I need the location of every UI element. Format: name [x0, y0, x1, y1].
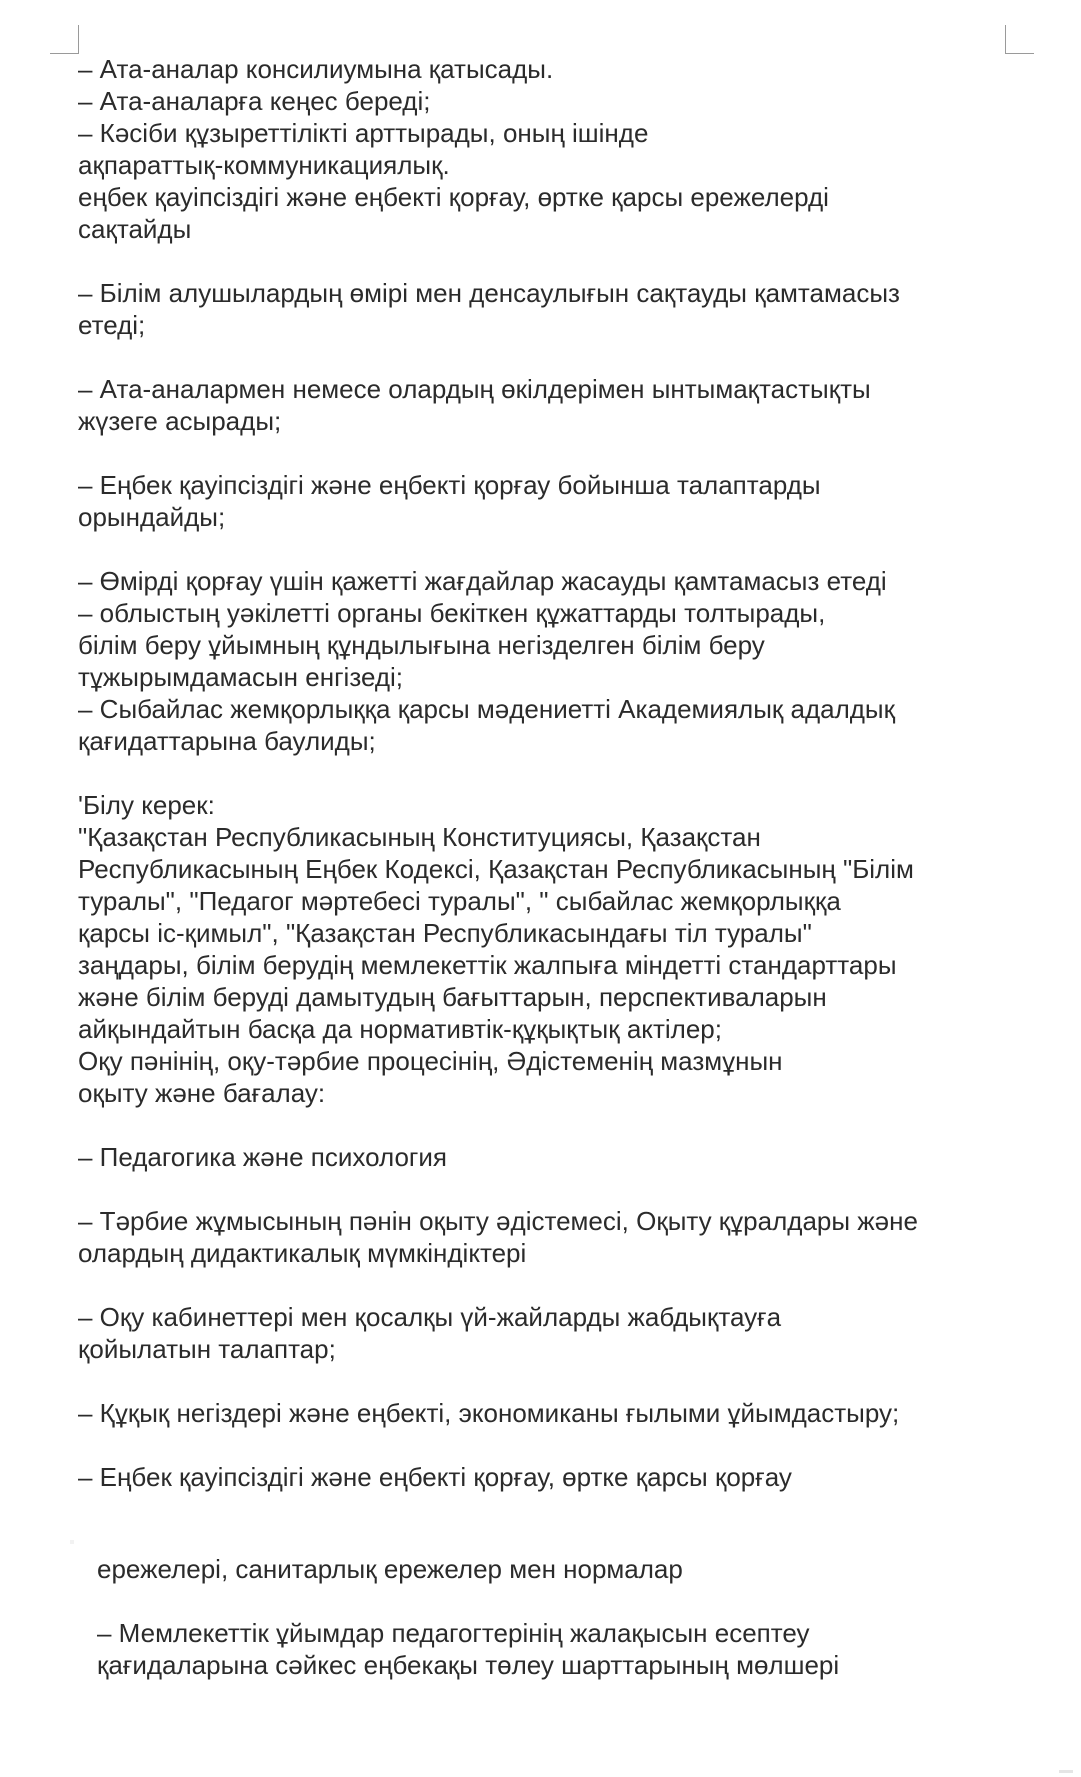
paragraph — [78, 1205, 1028, 1269]
blank-line — [78, 533, 1028, 565]
paragraph — [78, 1397, 1028, 1429]
paragraph — [78, 821, 1028, 1045]
text-line: еңбек қауіпсіздігі және еңбекті қорғау, өртке қарсы ережелерді — [78, 182, 829, 212]
text-line: – Ата-аналармен немесе олардың өкілдерімен ынтымақтастықты — [78, 374, 871, 404]
text-line: – Еңбек қауіпсіздігі және еңбекті қорғау бойынша талаптарды — [78, 470, 821, 500]
text-line: қарсы іс-қимыл", "Қазақстан Республикасындағы тіл туралы" — [78, 918, 812, 948]
blank-line — [78, 437, 1028, 469]
text-line: және білім беруді дамытудың бағыттарын, перспективаларын — [78, 982, 827, 1012]
paragraph — [78, 1045, 1028, 1109]
blank-line — [78, 1365, 1028, 1397]
paragraph — [78, 85, 1028, 117]
paragraph — [78, 181, 1028, 245]
text-line: ережелері, санитарлық ережелер мен нормалар — [97, 1554, 683, 1584]
blank-line — [78, 1429, 1028, 1461]
text-line: – Оқу кабинеттері мен қосалқы үй-жайларды жабдықтауға — [78, 1302, 782, 1332]
page-corner-mark-top-left — [50, 25, 79, 54]
paragraph — [78, 117, 1028, 181]
text-line: олардың дидактикалық мүмкіндіктері — [78, 1238, 527, 1268]
blank-line — [78, 341, 1028, 373]
paragraph — [78, 1461, 1028, 1493]
text-line: – Кәсіби құзыреттілікті арттырады, оның ішінде — [78, 118, 649, 148]
document-page-2-text — [97, 1553, 1027, 1681]
blank-line — [78, 757, 1028, 789]
paragraph — [78, 373, 1028, 437]
text-line: сақтайды — [78, 214, 192, 244]
text-line: қағидаттарына баулиды; — [78, 726, 376, 756]
paragraph — [97, 1553, 1027, 1585]
document-page-1-text — [78, 53, 1028, 1493]
text-line: заңдары, білім берудің мемлекеттік жалпыға міндетті стандарттары — [78, 950, 897, 980]
page-break — [70, 1540, 74, 1544]
page-corner-mark-top-right — [1005, 25, 1034, 54]
paragraph — [78, 565, 1028, 597]
blank-line — [78, 1173, 1028, 1205]
text-line: білім беру ұйымның құндылығына негізделген білім беру — [78, 630, 765, 660]
text-line: – Тәрбие жұмысының пәнін оқыту әдістемесі, Оқыту құралдары және — [78, 1206, 918, 1236]
page-edge-mark — [1059, 1770, 1073, 1773]
text-line: – Мемлекеттік ұйымдар педагогтерінің жалақысын есептеу — [97, 1618, 810, 1648]
text-line: айқындайтын басқа да нормативтік-құқықтық актілер; — [78, 1014, 722, 1044]
blank-line — [78, 1109, 1028, 1141]
text-line: қағидаларына сәйкес еңбекақы төлеу шарттарының мөлшері — [97, 1650, 840, 1680]
paragraph — [78, 789, 1028, 821]
text-line: Республикасының Еңбек Кодексі, Қазақстан Республикасының "Білім — [78, 854, 914, 884]
text-line: – Еңбек қауіпсіздігі және еңбекті қорғау, өртке қарсы қорғау — [78, 1462, 792, 1492]
text-line: – Өмірді қорғау үшін қажетті жағдайлар жасауды қамтамасыз етеді — [78, 566, 887, 596]
text-line: ақпараттық-коммуникациялық. — [78, 150, 450, 180]
text-line: туралы", "Педагог мәртебесі туралы", " сыбайлас жемқорлыққа — [78, 886, 841, 916]
text-line: оқыту және бағалау: — [78, 1078, 326, 1108]
paragraph — [78, 277, 1028, 341]
text-line: – облыстың уәкілетті органы бекіткен құжаттарды толтырады, — [78, 598, 826, 628]
paragraph — [78, 469, 1028, 533]
text-line: – Педагогика және психология — [78, 1142, 448, 1172]
blank-line — [78, 245, 1028, 277]
paragraph — [78, 53, 1028, 85]
text-line: – Құқық негіздері және еңбекті, экономиканы ғылыми ұйымдастыру; — [78, 1398, 900, 1428]
text-line: тұжырымдамасын енгізеді; — [78, 662, 404, 692]
text-line: – Білім алушылардың өмірі мен денсаулығын сақтауды қамтамасыз — [78, 278, 900, 308]
text-line: 'Білу керек: — [78, 790, 215, 820]
text-line: етеді; — [78, 310, 146, 340]
text-line: жүзеге асырады; — [78, 406, 282, 436]
text-line: – Ата-аналарға кеңес береді; — [78, 86, 431, 116]
paragraph — [78, 597, 1028, 693]
text-line: қойылатын талаптар; — [78, 1334, 336, 1364]
text-line: орындайды; — [78, 502, 226, 532]
paragraph — [78, 1301, 1028, 1365]
blank-line — [97, 1585, 1027, 1617]
paragraph — [78, 693, 1028, 757]
text-line: "Қазақстан Республикасының Конституциясы, Қазақстан — [78, 822, 761, 852]
text-line: – Сыбайлас жемқорлыққа қарсы мәдениетті Академиялық адалдық — [78, 694, 895, 724]
text-line: Оқу пәнінің, оқу-тәрбие процесінің, Әдістеменің мазмұнын — [78, 1046, 783, 1076]
paragraph — [97, 1617, 1027, 1681]
text-line: – Ата-аналар консилиумына қатысады. — [78, 54, 554, 84]
paragraph — [78, 1141, 1028, 1173]
blank-line — [78, 1269, 1028, 1301]
